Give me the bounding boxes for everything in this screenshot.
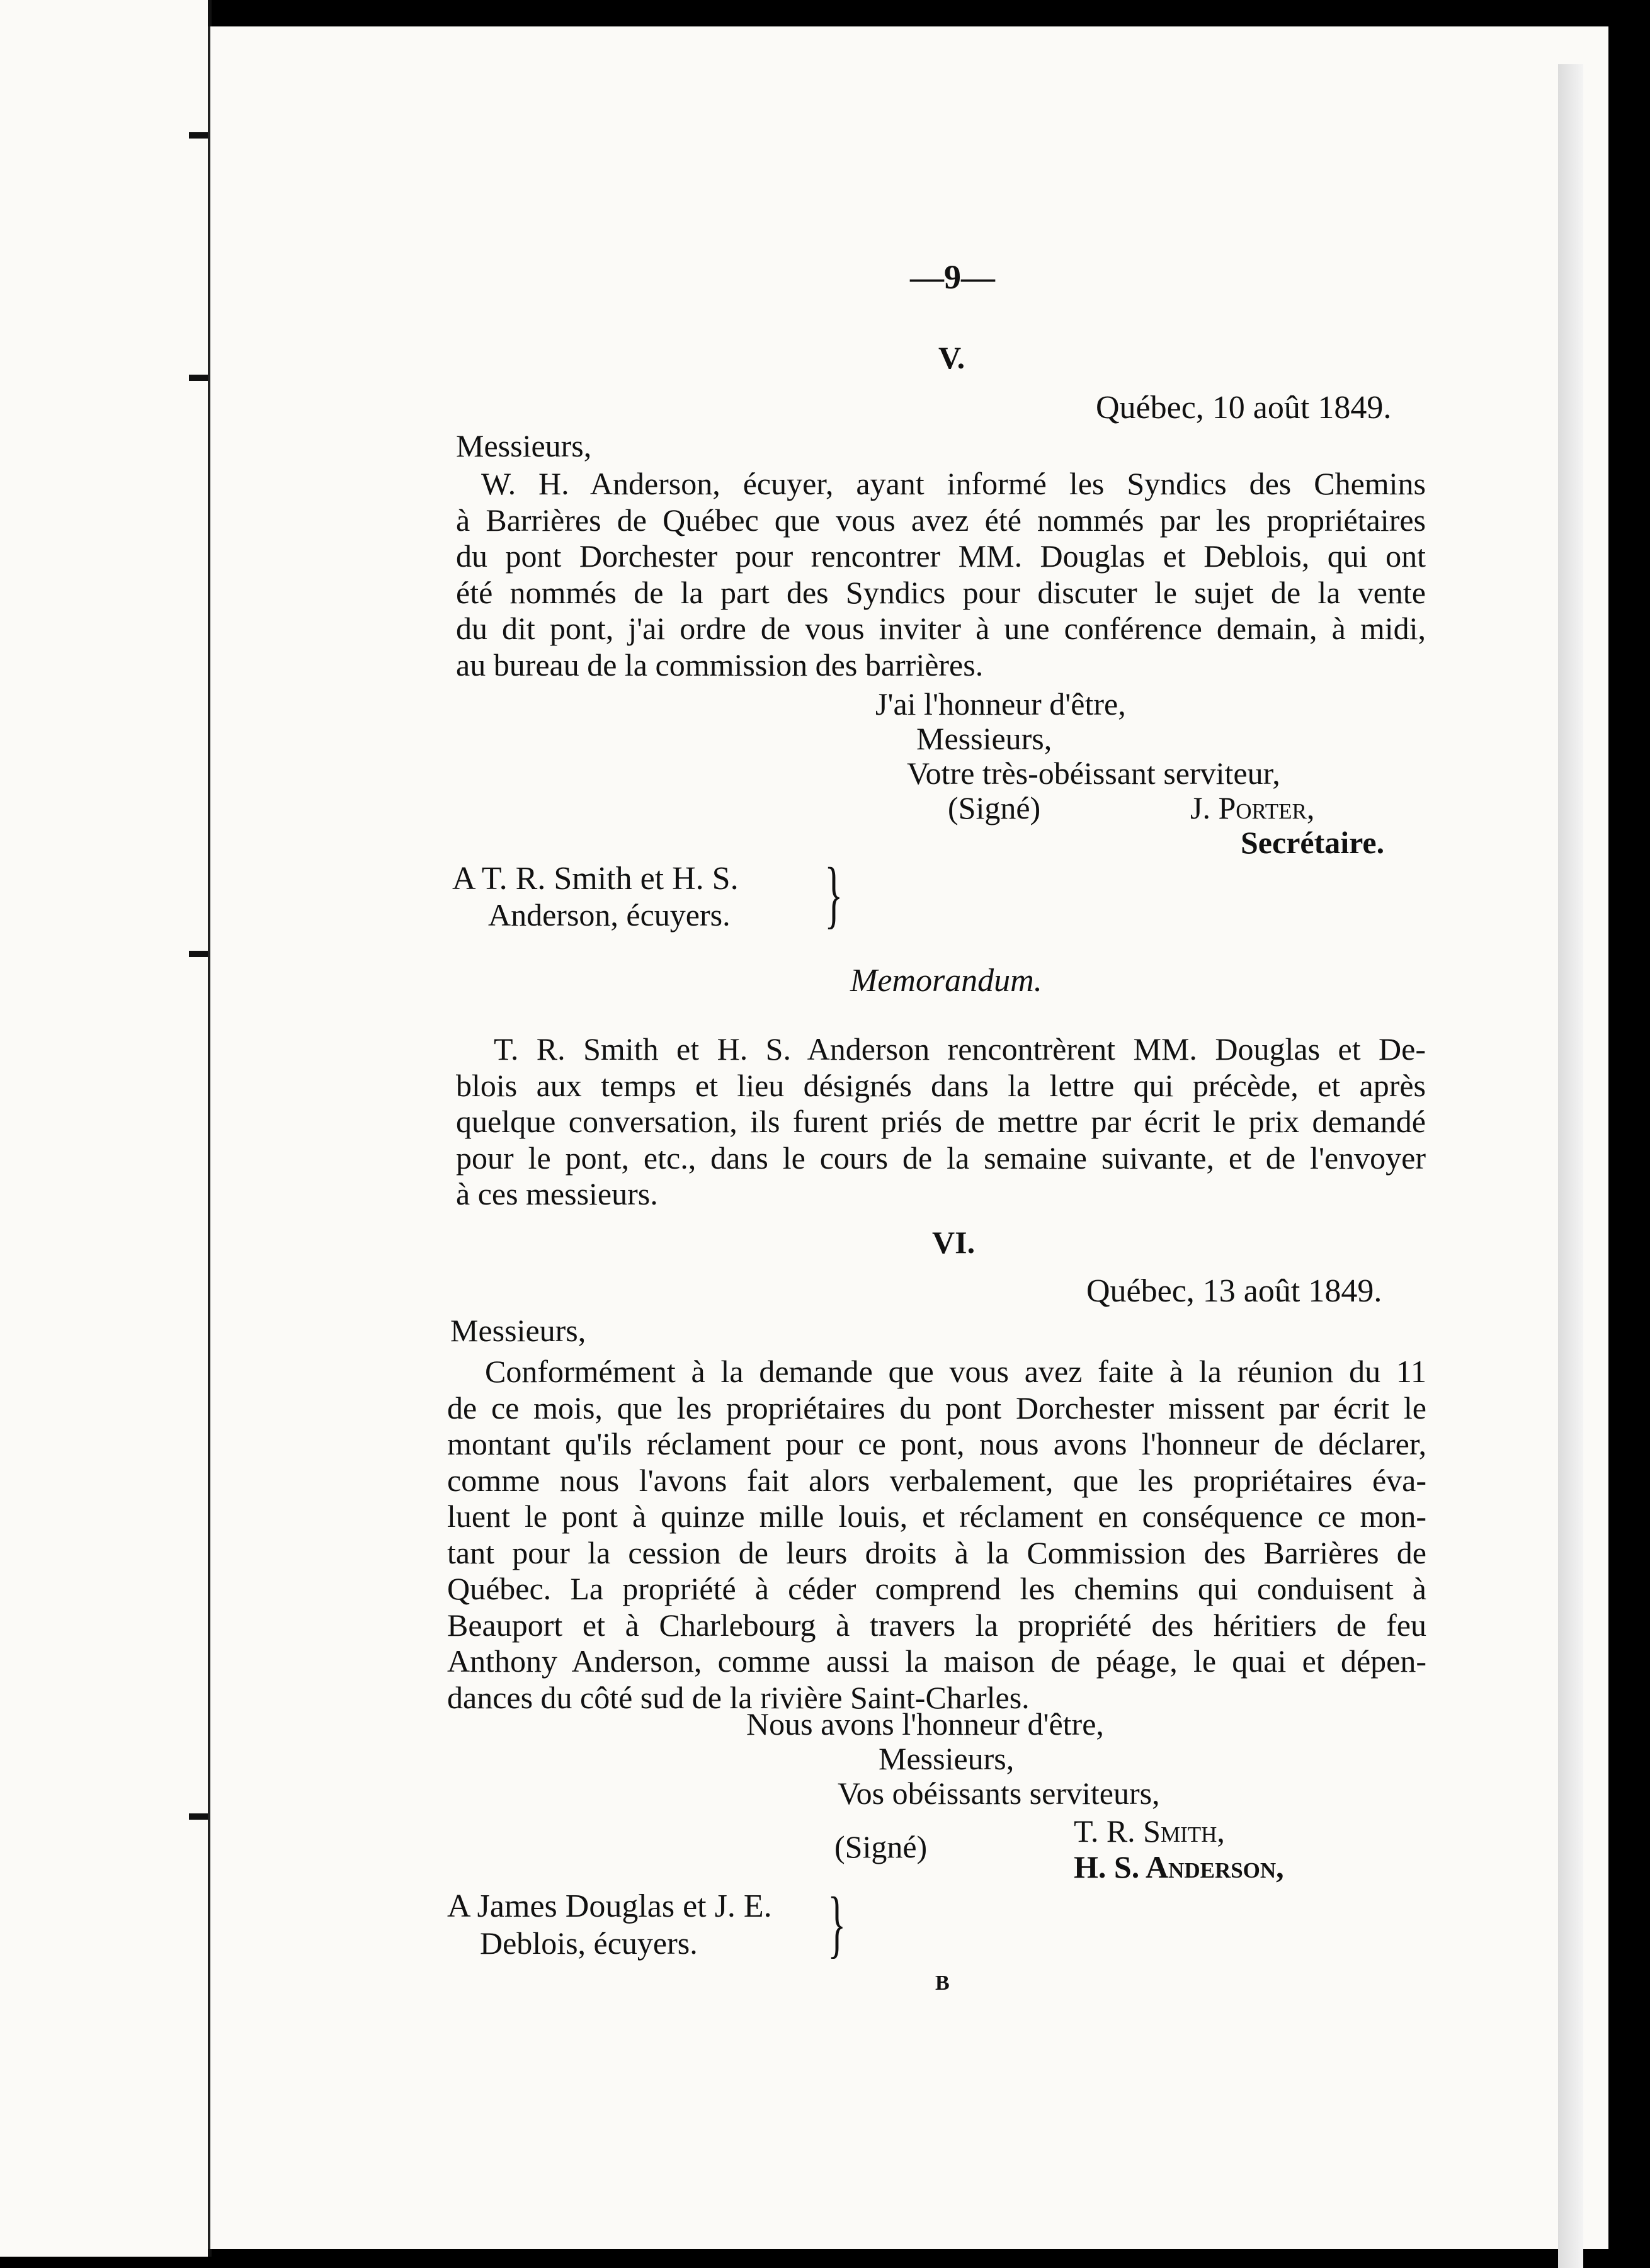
letter-numeral: V. xyxy=(938,340,965,375)
page-number: —9— xyxy=(910,258,995,296)
addressee-line: A T. R. Smith et H. S. xyxy=(452,861,739,897)
closing-line: Messieurs, xyxy=(879,1741,1015,1776)
closing-line: Messieurs, xyxy=(916,721,1052,756)
memo-line: blois aux temps et lieu désignés dans la lettre qui précède, et après xyxy=(456,1067,1426,1103)
signed-label: (Signé) xyxy=(948,790,1041,825)
body-line: Québec. La propriété à céder comprend les chemins qui conduisent à xyxy=(447,1571,1426,1606)
letter-numeral: VI. xyxy=(932,1225,976,1260)
letter-body xyxy=(447,1354,1426,1716)
signed-label: (Signé) xyxy=(834,1829,928,1864)
addressee-line: A James Douglas et J. E. xyxy=(447,1888,772,1924)
signer-name: H. S. Anderson, xyxy=(1074,1849,1284,1885)
salutation: Messieurs, xyxy=(456,428,592,463)
body-line: montant qu'ils réclament pour ce pont, nous avons l'honneur de déclarer, xyxy=(447,1426,1426,1461)
body-line: de ce mois, que les propriétaires du pont Dorchester missent par écrit le xyxy=(447,1390,1426,1426)
memo-line: à ces messieurs. xyxy=(456,1176,658,1211)
body-line: comme nous l'avons fait alors verbalement, que les propriétaires éva- xyxy=(447,1462,1426,1498)
body-line: Beauport et à Charlebourg à travers la propriété des héritiers de feu xyxy=(447,1607,1426,1643)
addressee-brace: } xyxy=(824,852,843,936)
memorandum-body xyxy=(456,1031,1426,1213)
signer-title: Secrétaire. xyxy=(1241,825,1385,860)
body-line: au bureau de la commission des barrières. xyxy=(456,647,984,683)
signer-name: T. R. Smith, xyxy=(1074,1813,1225,1849)
binding-gutter xyxy=(0,0,212,2257)
signature-mark: B xyxy=(935,1971,950,1995)
body-line: été nommés de la part des Syndics pour discuter le sujet de la vente xyxy=(456,574,1426,610)
body-line: à Barrières de Québec que vous avez été nommés par les propriétaires xyxy=(456,502,1426,538)
closing-line: Vos obéissants serviteurs, xyxy=(838,1776,1160,1811)
closing-line: Nous avons l'honneur d'être, xyxy=(746,1706,1104,1742)
body-line: luent le pont à quinze mille louis, et réclament en conséquence ce mon- xyxy=(447,1499,1426,1534)
addressee-line: Anderson, écuyers. xyxy=(488,897,731,933)
letter-date: Québec, 10 août 1849. xyxy=(1096,390,1392,426)
closing-line: Votre très-obéissant serviteur, xyxy=(907,756,1280,791)
memo-line: quelque conversation, ils furent priés de mettre par écrit le prix demandé xyxy=(456,1104,1426,1139)
body-line: du dit pont, j'ai ordre de vous inviter à une conférence demain, à midi, xyxy=(456,611,1426,646)
body-line: Anthony Anderson, comme aussi la maison de péage, le quai et dépen- xyxy=(447,1643,1426,1679)
body-line: du pont Dorchester pour rencontrer MM. Douglas et Deblois, qui ont xyxy=(456,538,1426,574)
signer-name: J. Porter, xyxy=(1190,790,1315,825)
letter-date: Québec, 13 août 1849. xyxy=(1086,1273,1382,1309)
addressee-line: Deblois, écuyers. xyxy=(480,1925,698,1961)
body-line: Conformément à la demande que vous avez faite à la réunion du 11 xyxy=(485,1354,1426,1389)
letter-body xyxy=(456,466,1426,683)
salutation: Messieurs, xyxy=(450,1313,586,1348)
closing-line: J'ai l'honneur d'être, xyxy=(875,686,1126,722)
addressee-brace: } xyxy=(828,1881,846,1965)
memo-line: T. R. Smith et H. S. Anderson rencontrèrent MM. Douglas et De- xyxy=(494,1031,1426,1067)
page-edge-shadow xyxy=(1558,64,1583,2268)
body-line: tant pour la cession de leurs droits à la Commission des Barrières de xyxy=(447,1534,1426,1570)
body-line: W. H. Anderson, écuyer, ayant informé les Syndics des Chemins xyxy=(481,466,1426,501)
body-line: dances du côté sud de la rivière Saint-Charles. xyxy=(447,1679,1030,1715)
memorandum-title: Memorandum. xyxy=(850,963,1042,999)
memo-line: pour le pont, etc., dans le cours de la semaine suivante, et de l'envoyer xyxy=(456,1140,1426,1176)
